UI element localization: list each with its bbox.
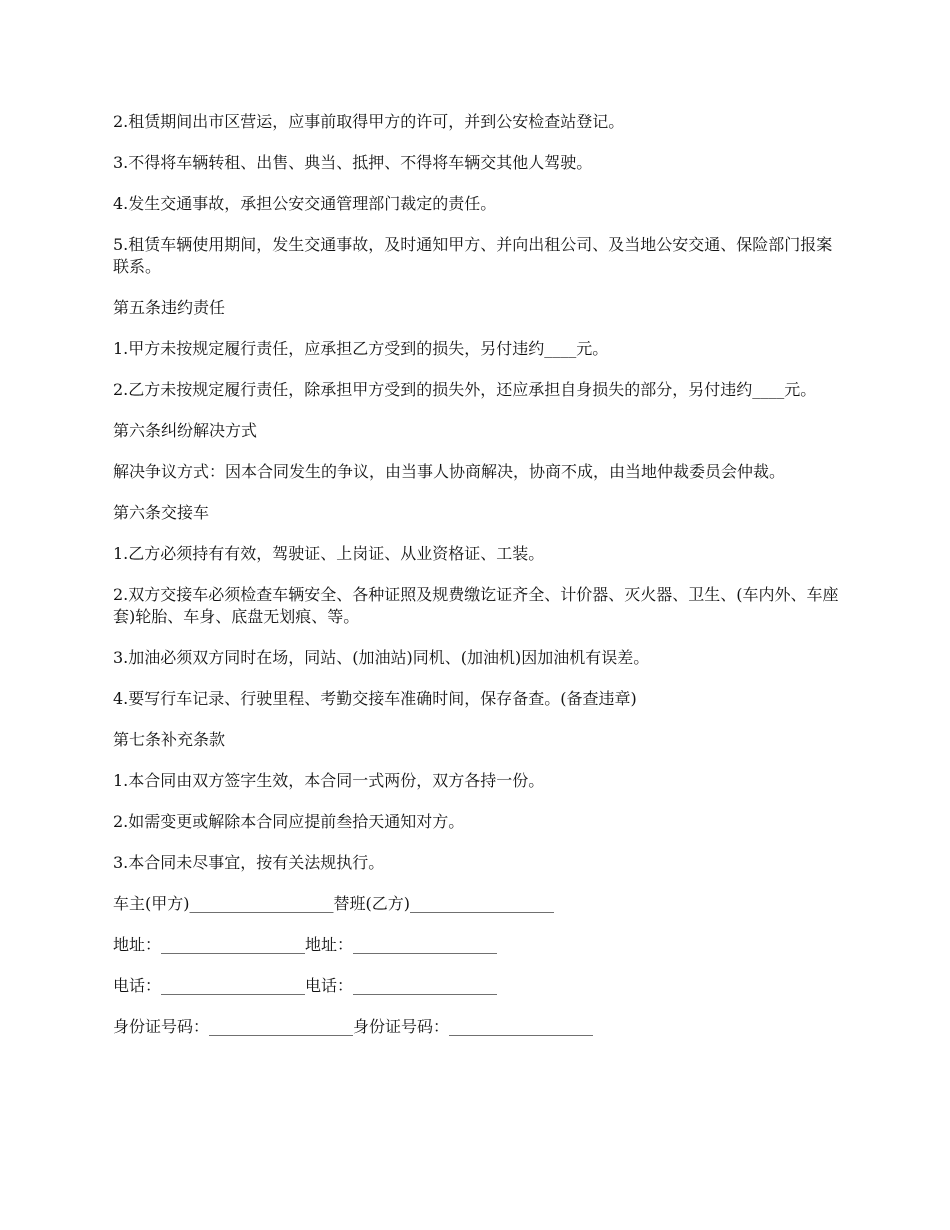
breach-clause-2-party-b: 2.乙方未按规定履行责任，除承担甲方受到的损失外，还应承担自身损失的部分，另付违约____元。 (113, 380, 817, 399)
handover-clause-2: 2.双方交接车必须检查车辆安全、各种证照及规费缴讫证齐全、计价器、灭火器、卫生、(车内外、车座套)轮胎、车身、底盘无划痕、等。 (113, 585, 839, 626)
handover-clause-3: 3.加油必须双方同时在场，同站、(加油站)同机、(加油机)因加油机有误差。 (113, 648, 650, 667)
section-heading-breach-liability: 第五条违约责任 (113, 298, 226, 317)
clause-2-rental-outside-city: 2.租赁期间出市区营运，应事前取得甲方的许可，并到公安检查站登记。 (113, 112, 625, 131)
supplementary-clause-1: 1.本合同由双方签字生效，本合同一式两份，双方各持一份。 (113, 771, 545, 790)
clause-5-accident-notification: 5.租赁车辆使用期间，发生交通事故，及时通知甲方、并向出租公司、及当地公安交通、保险部门报案联系。 (113, 235, 833, 276)
section-heading-dispute-resolution: 第六条纠纷解决方式 (113, 421, 258, 440)
dispute-resolution-text: 解决争议方式：因本合同发生的争议，由当事人协商解决，协商不成，由当地仲裁委员会仲裁。 (113, 462, 786, 481)
signature-line-phone: 电话：__________________电话：__________________ (113, 976, 498, 995)
contract-page (113, 111, 843, 1057)
supplementary-clause-3: 3.本合同未尽事宜，按有关法规执行。 (113, 853, 385, 872)
clause-4-traffic-accident-liability: 4.发生交通事故，承担公安交通管理部门裁定的责任。 (113, 194, 497, 213)
section-heading-vehicle-handover: 第六条交接车 (113, 503, 210, 522)
section-heading-supplementary-terms: 第七条补充条款 (113, 730, 226, 749)
signature-line-address: 地址：__________________地址：__________________ (113, 935, 498, 954)
supplementary-clause-2: 2.如需变更或解除本合同应提前叁拾天通知对方。 (113, 812, 465, 831)
signature-line-id-number: 身份证号码：__________________身份证号码：__________________ (113, 1017, 594, 1036)
signature-line-owner-substitute: 车主(甲方)__________________替班(乙方)__________________ (113, 894, 554, 913)
handover-clause-4: 4.要写行车记录、行驶里程、考勤交接车准确时间，保存备查。(备查违章) (113, 689, 637, 708)
handover-clause-1: 1.乙方必须持有有效，驾驶证、上岗证、从业资格证、工装。 (113, 544, 545, 563)
breach-clause-1-party-a: 1.甲方未按规定履行责任，应承担乙方受到的损失，另付违约____元。 (113, 339, 609, 358)
clause-3-no-sublease: 3.不得将车辆转租、出售、典当、抵押、不得将车辆交其他人驾驶。 (113, 153, 593, 172)
